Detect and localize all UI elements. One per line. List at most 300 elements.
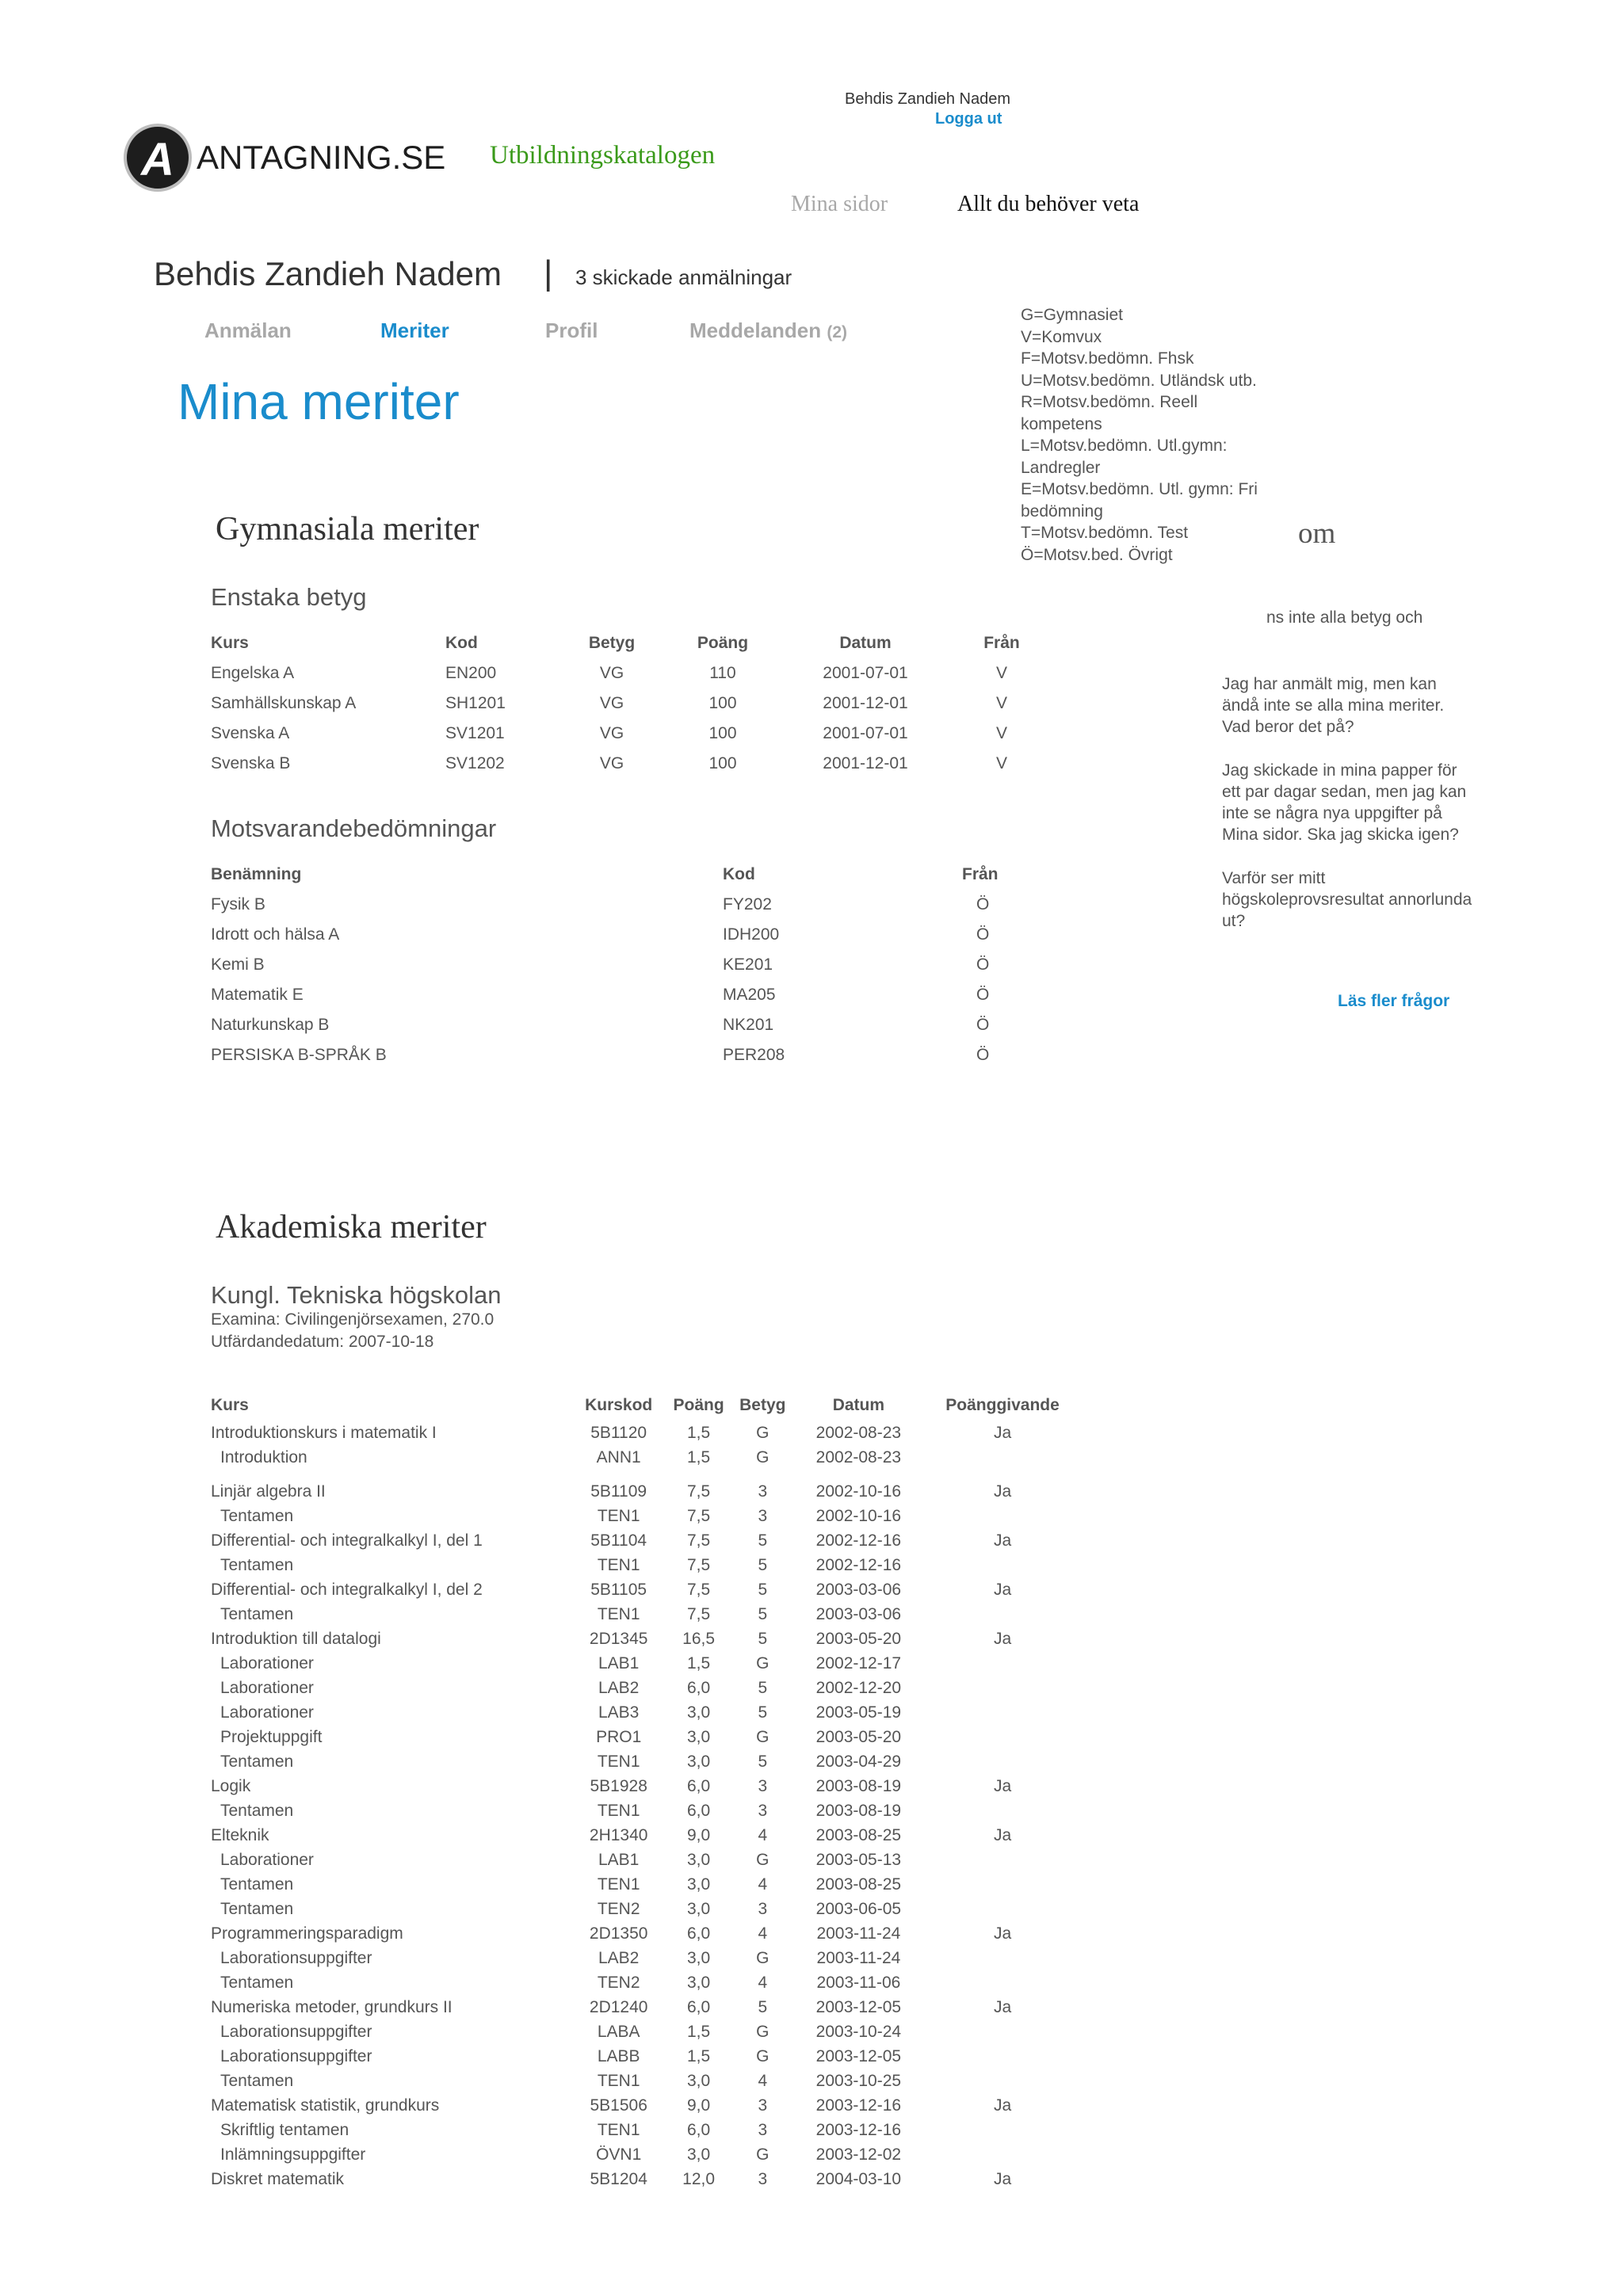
table-cell: 3	[758, 1899, 768, 1918]
legend-item: F=Motsv.bedömn. Fhsk	[1021, 349, 1194, 368]
table-cell: V	[995, 694, 1007, 712]
table-cell: V	[995, 754, 1007, 772]
faq-question[interactable]: Jag skickade in mina papper för ett par dagar sedan, men jag kan inte se några nya uppgifter på Mina sidor. Ska jag skicka igen?	[1222, 761, 1467, 844]
table-cell: FY202	[723, 895, 772, 913]
course-part-row	[211, 1872, 1083, 1897]
table-cell: 6,0	[686, 1776, 711, 1795]
table-cell: 5	[758, 1703, 768, 1722]
course-part-row	[211, 2118, 1083, 2142]
col-header: Kurskod	[585, 1396, 653, 1414]
table-cell: Idrott och hälsa A	[211, 925, 340, 944]
page-title: Mina meriter	[178, 373, 460, 430]
table-cell: Samhällskunskap A	[211, 694, 357, 712]
table-cell: V	[995, 664, 1007, 682]
table-cell: Ja	[993, 1482, 1012, 1501]
table-cell: ANN1	[596, 1447, 641, 1466]
table-cell: Programmeringsparadigm	[211, 1924, 403, 1943]
table-cell: 5	[758, 1997, 768, 2016]
table-cell	[922, 1553, 1083, 1577]
table-cell: Tentamen	[220, 1506, 294, 1525]
table-cell: Ja	[993, 1580, 1012, 1599]
table-cell: Svenska B	[211, 754, 291, 772]
table-cell: 6,0	[686, 1997, 711, 2016]
course-part-row	[211, 1897, 1083, 1921]
table-cell: LAB2	[598, 1948, 640, 1967]
table-cell: Numeriska metoder, grundkurs II	[211, 1997, 453, 2016]
table-row	[211, 980, 1067, 1010]
table-cell: Introduktionskurs i matematik I	[211, 1423, 437, 1442]
col-header: Poäng	[697, 634, 749, 652]
table-cell: 100	[708, 724, 737, 742]
nav-allt-du-behover-veta[interactable]: Allt du behöver veta	[957, 192, 1140, 216]
table-cell: 3,0	[686, 1752, 711, 1771]
table-cell: 2002-12-17	[815, 1653, 902, 1672]
table-cell: 2002-12-16	[815, 1531, 902, 1550]
table-cell: Laborationsuppgifter	[220, 2046, 372, 2065]
col-header: Betyg	[739, 1396, 786, 1414]
course-part-row	[211, 1504, 1083, 1528]
col-header: Kurs	[211, 634, 249, 652]
table-cell: EN200	[445, 664, 497, 682]
table-row	[211, 719, 1067, 749]
course-part-row	[211, 1848, 1083, 1872]
table-cell: 2003-05-19	[815, 1703, 902, 1722]
table-cell: Ja	[993, 1825, 1012, 1844]
table-cell: 5B1104	[590, 1531, 647, 1550]
table-cell: 5	[758, 1580, 768, 1599]
course-part-row	[211, 1676, 1083, 1700]
header-user-name: Behdis Zandieh Nadem	[845, 90, 1011, 108]
table-cell: 2002-12-16	[815, 1555, 902, 1574]
nav-mina-sidor[interactable]: Mina sidor	[791, 192, 888, 216]
table-cell: Tentamen	[220, 1604, 294, 1623]
table-cell: 1,5	[686, 1653, 711, 1672]
table-cell: 4	[758, 1973, 768, 1992]
table-cell: 2003-11-24	[816, 1924, 901, 1943]
table-cell: 100	[708, 754, 737, 772]
table-cell: 7,5	[686, 1580, 711, 1599]
table-cell: Ö	[976, 925, 990, 944]
table-header-row	[211, 1390, 1083, 1421]
source-legend	[1021, 304, 1282, 566]
course-part-row	[211, 1798, 1083, 1823]
col-header: Från	[983, 634, 1020, 652]
table-cell: 3,0	[686, 1948, 711, 1967]
antagning-logo[interactable]	[124, 122, 445, 193]
table-cell: IDH200	[723, 925, 780, 944]
table-cell: Differential- och integralkalkyl I, del 1	[211, 1531, 483, 1550]
course-row	[211, 1479, 1083, 1504]
table-cell: 1,5	[686, 1423, 711, 1442]
table-cell: G	[756, 1423, 769, 1442]
legend-item: G=Gymnasiet	[1021, 306, 1123, 324]
table-cell: TEN1	[597, 1801, 640, 1820]
table-cell: Ja	[993, 1423, 1012, 1442]
table-cell	[922, 1946, 1083, 1970]
table-cell: 7,5	[686, 1482, 711, 1501]
table-cell: 5B1506	[590, 2096, 647, 2115]
table-cell: 2003-12-16	[815, 2096, 902, 2115]
table-cell: Engelska A	[211, 664, 295, 682]
table-cell: 100	[708, 694, 737, 712]
table-cell	[922, 1872, 1083, 1897]
table-row	[211, 950, 1067, 980]
table-cell: Laborationer	[220, 1653, 314, 1672]
table-cell: 1,5	[686, 2046, 711, 2065]
equivalent-assessments-table	[211, 860, 1067, 1070]
table-row	[211, 1040, 1067, 1070]
table-cell: V	[995, 724, 1007, 742]
table-cell: TEN1	[597, 1752, 640, 1771]
course-part-row	[211, 1749, 1083, 1774]
table-cell: Laborationer	[220, 1703, 314, 1722]
table-cell: 2003-12-02	[815, 2145, 902, 2164]
table-cell: Tentamen	[220, 2071, 294, 2090]
table-cell: 3	[758, 2120, 768, 2139]
table-cell: LABB	[597, 2046, 640, 2065]
table-cell: Laborationer	[220, 1678, 314, 1697]
faq-question[interactable]: Jag har anmält mig, men kan ändå inte se alla mina meriter. Vad beror det på?	[1222, 675, 1445, 736]
table-cell: Elteknik	[211, 1825, 269, 1844]
logout-link[interactable]: Logga ut	[935, 110, 1002, 128]
table-cell: G	[756, 2145, 769, 2164]
table-cell	[922, 1602, 1083, 1627]
table-cell: NK201	[723, 1016, 774, 1034]
table-cell: 2003-08-25	[815, 1875, 902, 1894]
table-cell: Fysik B	[211, 895, 265, 913]
table-cell: TEN2	[597, 1973, 640, 1992]
table-cell: 12,0	[682, 2169, 716, 2188]
table-cell: 2003-05-13	[815, 1850, 902, 1869]
legend-item: E=Motsv.bedömn. Utl. gymn: Fri bedömning	[1021, 480, 1258, 521]
table-cell: Skriftlig tentamen	[220, 2120, 349, 2139]
table-cell: 2003-03-06	[815, 1604, 902, 1623]
course-part-row	[211, 1700, 1083, 1725]
table-cell: Ja	[993, 1997, 1012, 2016]
table-cell: TEN1	[597, 1875, 640, 1894]
tab-meddelanden-label: Meddelanden	[689, 318, 822, 342]
faq-partial-question: ns inte alla betyg och	[1266, 608, 1423, 627]
course-part-row	[211, 2142, 1083, 2167]
table-cell: SV1202	[445, 754, 505, 772]
course-row	[211, 1921, 1083, 1946]
col-header: Benämning	[211, 865, 302, 883]
table-cell: Svenska A	[211, 724, 290, 742]
table-cell: 2002-08-23	[815, 1447, 902, 1466]
table-cell: 3,0	[686, 2145, 711, 2164]
table-row	[211, 1010, 1067, 1040]
legend-item: Ö=Motsv.bed. Övrigt	[1021, 545, 1173, 564]
col-header: Betyg	[588, 634, 636, 652]
table-cell: 5B1928	[590, 1776, 647, 1795]
table-cell: 4	[758, 1875, 768, 1894]
table-cell: PER208	[723, 1046, 785, 1064]
table-cell: 2003-10-24	[815, 2022, 902, 2041]
legend-item: R=Motsv.bedömn. Reell kompetens	[1021, 393, 1198, 433]
table-cell	[922, 2019, 1083, 2044]
table-cell: Laborationsuppgifter	[220, 1948, 372, 1967]
single-grades-heading: Enstaka betyg	[211, 583, 367, 611]
table-cell: 2003-11-06	[816, 1973, 901, 1992]
course-part-row	[211, 2069, 1083, 2093]
table-cell	[922, 2044, 1083, 2069]
table-cell: Ja	[993, 2169, 1012, 2188]
table-cell: 2002-10-16	[815, 1482, 902, 1501]
table-cell: 5	[758, 1555, 768, 1574]
table-cell: 3	[758, 1776, 768, 1795]
catalog-link[interactable]: Utbildningskatalogen	[490, 141, 716, 170]
table-cell: 2003-10-25	[815, 2071, 902, 2090]
col-header: Kod	[445, 634, 478, 652]
profile-name: Behdis Zandieh Nadem	[154, 255, 502, 292]
course-part-row	[211, 1946, 1083, 1970]
table-cell: TEN1	[597, 2120, 640, 2139]
table-cell: 3,0	[686, 1973, 711, 1992]
table-cell: 2003-12-16	[815, 2120, 902, 2139]
table-cell: Tentamen	[220, 1973, 294, 1992]
table-cell: 3	[758, 1506, 768, 1525]
table-cell: 4	[758, 2071, 768, 2090]
table-cell: 2003-08-25	[815, 1825, 902, 1844]
table-cell: SH1201	[445, 694, 506, 712]
course-part-row	[211, 1651, 1083, 1676]
table-cell: G	[756, 2022, 769, 2041]
table-cell: 9,0	[686, 2096, 711, 2115]
table-cell	[922, 2118, 1083, 2142]
issue-date: Utfärdandedatum: 2007-10-18	[211, 1333, 434, 1351]
course-part-row	[211, 2019, 1083, 2044]
table-cell: 7,5	[686, 1506, 711, 1525]
tab-meriter[interactable]: Meriter	[380, 318, 449, 342]
table-cell: 6,0	[686, 1924, 711, 1943]
course-part-row	[211, 1970, 1083, 1995]
messages-count-badge: (2)	[827, 323, 848, 341]
table-cell	[922, 1651, 1083, 1676]
col-header: Kod	[723, 865, 755, 883]
table-cell: 2003-03-06	[815, 1580, 902, 1599]
table-cell: Differential- och integralkalkyl I, del 2	[211, 1580, 483, 1599]
table-cell: Tentamen	[220, 1899, 294, 1918]
table-cell: VG	[599, 724, 624, 742]
table-cell	[922, 1749, 1083, 1774]
legend-item: T=Motsv.bedömn. Test	[1021, 524, 1189, 542]
tab-meddelanden[interactable]	[689, 318, 847, 343]
tab-profil[interactable]: Profil	[545, 318, 598, 342]
table-cell: 5B1105	[590, 1580, 647, 1599]
table-cell: Naturkunskap B	[211, 1016, 330, 1034]
faq-list	[1222, 673, 1476, 954]
table-cell: 6,0	[686, 2120, 711, 2139]
course-row	[211, 1774, 1083, 1798]
table-cell	[922, 1445, 1083, 1470]
table-cell: PRO1	[596, 1727, 642, 1746]
table-cell: 3,0	[686, 1703, 711, 1722]
read-more-faq-link[interactable]: Läs fler frågor	[1338, 992, 1450, 1010]
table-cell: ÖVN1	[596, 2145, 642, 2164]
table-cell: 5	[758, 1629, 768, 1648]
table-cell: Tentamen	[220, 1875, 294, 1894]
single-grades-table	[211, 628, 1067, 779]
table-cell: Ja	[993, 2096, 1012, 2115]
faq-heading-fragment: om	[1298, 517, 1336, 550]
course-part-row	[211, 1602, 1083, 1627]
table-cell: 3	[758, 1801, 768, 1820]
table-cell: TEN2	[597, 1899, 640, 1918]
table-cell: Ja	[993, 1776, 1012, 1795]
equivalent-assessments-heading: Motsvarandebedömningar	[211, 814, 497, 842]
tab-anmalan[interactable]: Anmälan	[204, 318, 292, 342]
table-cell: 5B1204	[590, 2169, 647, 2188]
table-cell: 5	[758, 1752, 768, 1771]
table-cell: 3,0	[686, 1875, 711, 1894]
row-spacer	[211, 1470, 1083, 1479]
faq-question[interactable]: Varför ser mitt högskoleprovsresultat annorlunda ut?	[1222, 869, 1472, 930]
table-cell: Ja	[993, 1629, 1012, 1648]
academic-heading: Akademiska meriter	[216, 1209, 487, 1245]
table-cell	[922, 1725, 1083, 1749]
table-cell: Introduktion	[220, 1447, 307, 1466]
table-cell: TEN1	[597, 2071, 640, 2090]
table-cell: 5	[758, 1678, 768, 1697]
legend-item: L=Motsv.bedömn. Utl.gymn: Landregler	[1021, 437, 1228, 477]
table-cell: Inlämningsuppgifter	[220, 2145, 366, 2164]
table-header-row	[211, 628, 1067, 658]
course-row	[211, 1421, 1083, 1445]
table-cell: VG	[599, 694, 624, 712]
table-cell: 2003-12-05	[815, 2046, 902, 2065]
table-cell: LAB1	[598, 1850, 640, 1869]
table-cell: Linjär algebra II	[211, 1482, 326, 1501]
table-row	[211, 658, 1067, 688]
table-cell: Ö	[976, 986, 990, 1004]
col-header: Poäng	[673, 1396, 724, 1414]
table-cell: 7,5	[686, 1604, 711, 1623]
table-cell: Ö	[976, 955, 990, 974]
table-cell: Kemi B	[211, 955, 265, 974]
table-cell: SV1201	[445, 724, 505, 742]
col-header: Från	[962, 865, 999, 883]
table-cell: 1,5	[686, 2022, 711, 2041]
table-cell	[922, 1848, 1083, 1872]
profile-separator: |	[544, 254, 553, 292]
table-cell: 2001-07-01	[823, 664, 908, 682]
table-cell: Ja	[993, 1924, 1012, 1943]
table-cell: 2003-05-20	[815, 1727, 902, 1746]
course-part-row	[211, 1725, 1083, 1749]
table-cell: Laborationsuppgifter	[220, 2022, 372, 2041]
table-cell: 2003-11-24	[816, 1948, 901, 1967]
table-cell: Tentamen	[220, 1801, 294, 1820]
table-cell: 2004-03-10	[815, 2169, 902, 2188]
table-cell: 2D1350	[589, 1924, 648, 1943]
col-header: Poänggivande	[945, 1396, 1060, 1414]
table-cell: 4	[758, 1825, 768, 1844]
table-cell	[922, 1676, 1083, 1700]
table-cell: 3,0	[686, 1727, 711, 1746]
table-cell: 6,0	[686, 1801, 711, 1820]
table-cell: 6,0	[686, 1678, 711, 1697]
table-cell: 2002-10-16	[815, 1506, 902, 1525]
table-cell: Tentamen	[220, 1752, 294, 1771]
table-cell: Ö	[976, 1016, 990, 1034]
table-cell: 2003-08-19	[815, 1801, 902, 1820]
table-cell: 2003-04-29	[815, 1752, 902, 1771]
table-cell: 2H1340	[589, 1825, 648, 1844]
table-cell: 110	[709, 664, 736, 682]
table-cell: Ö	[976, 1046, 990, 1064]
table-cell: Matematik E	[211, 986, 304, 1004]
table-cell: 2003-06-05	[815, 1899, 902, 1918]
table-cell: Tentamen	[220, 1555, 294, 1574]
academic-courses-table	[211, 1390, 1083, 2191]
table-cell: 2D1240	[589, 1997, 648, 2016]
col-header: Datum	[832, 1396, 885, 1414]
table-cell: 2001-12-01	[823, 694, 908, 712]
table-cell: TEN1	[597, 1506, 640, 1525]
applications-count: 3 skickade anmälningar	[575, 265, 792, 289]
table-cell: 2D1345	[589, 1629, 648, 1648]
table-cell: 2002-12-20	[815, 1678, 902, 1697]
table-cell: 5	[758, 1604, 768, 1623]
course-part-row	[211, 2044, 1083, 2069]
table-cell: Matematisk statistik, grundkurs	[211, 2096, 440, 2115]
table-row	[211, 688, 1067, 719]
table-cell: KE201	[723, 955, 773, 974]
table-cell	[922, 1504, 1083, 1528]
table-cell: Ö	[976, 895, 990, 913]
course-part-row	[211, 1445, 1083, 1470]
table-cell: 9,0	[686, 1825, 711, 1844]
legend-item: U=Motsv.bedömn. Utländsk utb.	[1021, 371, 1257, 390]
degree-info: Examina: Civilingenjörsexamen, 270.0	[211, 1310, 495, 1329]
table-cell: G	[756, 2046, 769, 2065]
table-cell: 7,5	[686, 1555, 711, 1574]
table-cell: MA205	[723, 986, 776, 1004]
course-row	[211, 1577, 1083, 1602]
table-cell	[922, 1798, 1083, 1823]
table-cell: G	[756, 1948, 769, 1967]
course-row	[211, 2093, 1083, 2118]
course-row	[211, 1528, 1083, 1553]
table-cell: 3	[758, 2169, 768, 2188]
table-cell: LAB1	[598, 1653, 640, 1672]
course-row	[211, 2167, 1083, 2191]
course-part-row	[211, 1553, 1083, 1577]
table-cell: 2003-08-19	[815, 1776, 902, 1795]
legend-item: V=Komvux	[1021, 327, 1102, 346]
table-cell	[922, 1700, 1083, 1725]
table-cell: 7,5	[686, 1531, 711, 1550]
table-cell	[922, 1897, 1083, 1921]
table-cell: G	[756, 1653, 769, 1672]
course-row	[211, 1627, 1083, 1651]
table-row	[211, 749, 1067, 779]
table-cell	[922, 2142, 1083, 2167]
table-cell: Logik	[211, 1776, 251, 1795]
table-cell: VG	[599, 754, 624, 772]
col-header: Datum	[839, 634, 892, 652]
table-cell: G	[756, 1727, 769, 1746]
table-cell: TEN1	[597, 1555, 640, 1574]
table-cell: Laborationer	[220, 1850, 314, 1869]
col-header: Kurs	[211, 1396, 249, 1414]
table-cell: LAB3	[598, 1703, 640, 1722]
table-cell: 5B1120	[590, 1423, 647, 1442]
table-cell: Introduktion till datalogi	[211, 1629, 381, 1648]
table-cell: LAB2	[598, 1678, 640, 1697]
table-cell: 3,0	[686, 1899, 711, 1918]
logo-a-icon: A	[124, 124, 192, 192]
